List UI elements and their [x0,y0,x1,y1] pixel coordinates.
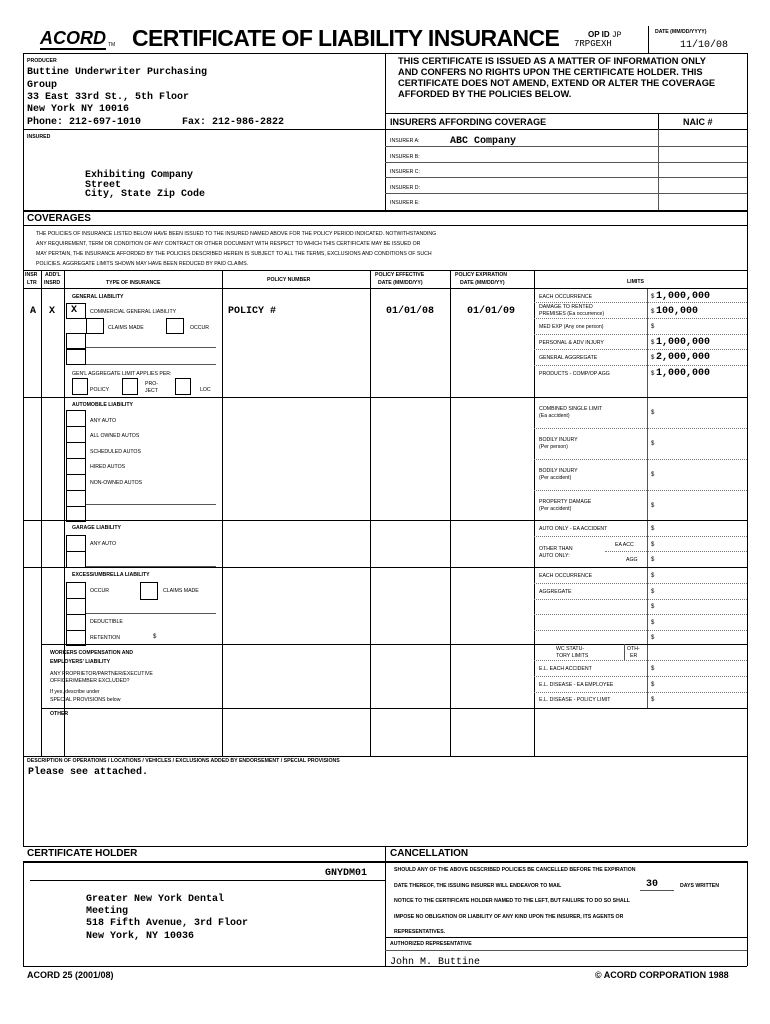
dollar-sign: $ [651,324,655,330]
scheduled-label: SCHEDULED AUTOS [90,449,141,455]
bi-accident-label-2: (Per accident) [539,475,572,481]
col-type: TYPE OF INSURANCE [106,280,161,286]
certificate-notice: THIS CERTIFICATE IS ISSUED AS A MATTER OF INFORMATION ONLY AND CONFERS NO RIGHTS UPON THE CERTIFICATE HOLDER. THIS CERTIFICATE DOES NOT AMEND, EXTEND OR ALTER THE COVERAGE AFFORDED BY THE POLICIES BELOW. [398,56,716,99]
el-policy-label: E.L. DISEASE - POLICY LIMIT [539,697,611,703]
cancellation-line-1: SHOULD ANY OF THE ABOVE DESCRIBED POLICIES BE CANCELLED BEFORE THE EXPIRATION [394,867,636,873]
cancellation-days-label: DAYS WRITTEN [680,883,720,889]
any-auto-label: ANY AUTO [90,418,117,424]
col-exp-1: POLICY EXPIRATION [455,272,507,278]
limit-general-aggregate-label: GENERAL AGGREGATE [539,355,598,361]
date-label: DATE (MM/DD/YYYY) [655,29,707,35]
agg-policy-label: POLICY [90,387,110,393]
workers-q3: If yes, describe under [50,689,100,695]
insurer-a-value: ABC Company [450,136,517,147]
cancellation-line-2: DATE THEREOF, THE ISSUING INSURER WILL ENDEAVOR TO MAIL [394,883,562,889]
cancellation-heading: CANCELLATION [390,848,469,859]
garage-ea-acc-label: EA ACC [615,542,634,548]
form-number: ACORD 25 (2001/08) [27,970,114,980]
producer-line-2: Group [27,80,58,91]
certificate-holder-heading: CERTIFICATE HOLDER [27,848,138,859]
authorized-rep-label: AUTHORIZED REPRESENTATIVE [390,941,472,947]
wc-statutory-label-2: TORY LIMITS [556,653,589,659]
garage-agg-label: AGG [626,557,638,563]
col-limits: LIMITS [627,279,645,285]
dollar-sign: $ [651,682,655,688]
other-label: OTHER [50,711,69,717]
umbrella-heading: EXCESS/UMBRELLA LIABILITY [72,572,150,578]
agg-project-checkbox[interactable] [122,378,138,395]
garage-auto-only-label: AUTO ONLY - EA ACCIDENT [539,526,608,532]
dollar-sign: $ [651,573,655,579]
limit-med-exp-label: MED EXP (Any one person) [539,324,604,330]
op-id-label: OP ID [588,30,610,39]
holder-line-4: New York, NY 10036 [86,931,195,942]
agg-loc-checkbox[interactable] [175,378,191,395]
pd-label-2: (Per accident) [539,506,572,512]
dollar-sign: $ [651,503,655,509]
all-owned-label: ALL OWNED AUTOS [90,433,140,439]
claims-made-label: CLAIMS MADE [108,325,144,331]
holder-line-2: Meeting [86,906,129,917]
limit-rented-label-1: DAMAGE TO RENTED [539,304,593,310]
umbrella-claims-label: CLAIMS MADE [163,588,199,594]
limit-rented-label-2: PREMISES (Ea occurrence) [539,311,605,317]
naic-heading: NAIC # [683,117,713,127]
coverages-text-4: POLICIES. AGGREGATE LIMITS SHOWN MAY HAVE BEEN REDUCED BY PAID CLAIMS. [36,261,249,267]
limit-products-value: 1,000,000 [656,368,711,379]
commercial-gl-label: COMMERCIAL GENERAL LIABILITY [90,309,177,315]
occur-checkbox[interactable] [166,318,184,334]
cancellation-line-4: IMPOSE NO OBLIGATION OR LIABILITY OF ANY KIND UPON THE INSURER, ITS AGENTS OR [394,914,624,920]
workers-q2: OFFICER/MEMBER EXCLUDED? [50,678,130,684]
holder-code: GNYDM01 [325,868,368,879]
garage-liability-heading: GARAGE LIABILITY [72,525,121,531]
producer-label: PRODUCER [27,58,57,64]
limit-personal-adv-label: PERSONAL & ADV INJURY [539,340,604,346]
garage-any-auto-label: ANY AUTO [90,541,117,547]
dollar-sign: $ [651,635,655,641]
el-employee-label: E.L. DISEASE - EA EMPLOYEE [539,682,614,688]
page-title: CERTIFICATE OF LIABILITY INSURANCE [132,25,560,51]
general-insr-ltr: A [30,306,37,317]
coverages-heading: COVERAGES [27,213,91,224]
acord-logo: ACORD [40,28,106,48]
limit-rented-value: 100,000 [656,306,699,317]
holder-line-1: Greater New York Dental [86,894,225,905]
cancellation-line-5: REPRESENTATIVES. [394,929,446,935]
col-insr-2: LTR [27,280,37,286]
garage-other-label-2: AUTO ONLY: [539,553,570,559]
bi-person-label-2: (Per person) [539,444,568,450]
authorized-signature: John M. Buttine [390,957,481,968]
deductible-label: DEDUCTIBLE [90,619,123,625]
dollar-sign: $ [651,557,655,563]
coverages-text-3: MAY PERTAIN, THE INSURANCE AFFORDED BY THE POLICIES DESCRIBED HEREIN IS SUBJECT TO ALL THE TERMS, EXCLUSIONS AND CONDITIONS OF SUCH [36,251,432,257]
gl-blank-checkbox-2[interactable] [66,349,86,365]
producer-phone: Phone: 212-697-1010 [27,117,142,128]
dollar-sign: $ [651,441,655,447]
col-insr-1: INSR [25,272,38,278]
insured-line-3: City, State Zip Code [85,189,206,200]
general-eff-date: 01/01/08 [386,306,435,317]
bi-accident-label-1: BODILY INJURY [539,468,578,474]
insurer-b-label: INSURER B: [390,154,420,160]
producer-fax: Fax: 212-986-2822 [182,117,285,128]
insured-line-1: Exhibiting Company [85,170,194,181]
insured-line-2: Street [85,180,122,191]
garage-blank-checkbox[interactable] [66,551,86,568]
description-label: DESCRIPTION OF OPERATIONS / LOCATIONS / VEHICLES / EXCLUSIONS ADDED BY ENDORSEMENT / SPECIAL PROVISIONS [27,758,340,764]
producer-line-3: 33 East 33rd St., 5th Floor [27,92,190,103]
dollar-sign: $ [651,472,655,478]
agg-project-label-2: JECT [145,388,158,394]
pd-label-1: PROPERTY DAMAGE [539,499,592,505]
op-code: 7RPGEXH [574,39,612,49]
umbrella-aggregate-label: AGGREGATE [539,589,572,595]
agg-project-label-1: PRO- [145,381,158,387]
csl-label-1: COMBINED SINGLE LIMIT [539,406,603,412]
insurer-e-label: INSURER E: [390,200,420,206]
garage-other-label-1: OTHER THAN [539,546,573,552]
dollar-sign: $ [651,666,655,672]
umbrella-claims-checkbox[interactable] [140,582,158,600]
hired-label: HIRED AUTOS [90,464,126,470]
dollar-sign: $ [651,355,655,361]
cancellation-days: 30 [646,879,659,890]
workers-q4: SPECIAL PROVISIONS below [50,697,121,703]
el-each-accident-label: E.L. EACH ACCIDENT [539,666,592,672]
dollar-sign: $ [651,589,655,595]
workers-heading-1: WORKERS COMPENSATION AND [50,650,133,656]
claims-made-checkbox[interactable] [86,318,104,334]
workers-heading-2: EMPLOYERS' LIABILITY [50,659,111,665]
dollar-sign: $ [651,542,655,548]
limit-each-occurrence-value: 1,000,000 [656,291,711,302]
producer-line-1: Buttine Underwriter Purchasing [27,67,208,78]
dollar-sign: $ [651,410,655,416]
general-addl-insrd: X [49,306,56,317]
cancellation-line-3: NOTICE TO THE CERTIFICATE HOLDER NAMED TO THE LEFT, BUT FAILURE TO DO SO SHALL [394,898,630,904]
auto-liability-heading: AUTOMOBILE LIABILITY [72,402,133,408]
coverages-text-2: ANY REQUIREMENT, TERM OR CONDITION OF ANY CONTRACT OR OTHER DOCUMENT WITH RESPECT TO WHICH THIS CERTIFICATE MAY BE ISSUED OR [36,241,421,247]
gl-blank-checkbox-1[interactable] [66,333,86,349]
dollar-sign: $ [651,697,655,703]
description-text: Please see attached. [28,767,149,778]
insurers-heading: INSURERS AFFORDING COVERAGE [390,117,547,127]
gen-agg-applies-label: GEN'L AGGREGATE LIMIT APPLIES PER: [72,371,172,377]
col-policy-number: POLICY NUMBER [267,277,311,283]
dollar-sign: $ [651,604,655,610]
dollar-sign: $ [651,526,655,532]
insurer-d-label: INSURER D: [390,185,420,191]
logo-tm: TM [108,42,116,48]
limit-products-label: PRODUCTS - COMP/OP AGG [539,371,610,377]
commercial-gl-mark: X [71,305,78,316]
general-exp-date: 01/01/09 [467,306,516,317]
dollar-sign: $ [651,371,655,377]
col-addl-2: INSRD [44,280,61,286]
dollar-sign: $ [651,294,655,300]
workers-q1: ANY PROPRIETOR/PARTNER/EXECUTIVE [50,671,153,677]
occur-label: OCCUR [190,325,210,331]
dollar-sign: $ [651,309,655,315]
agg-policy-checkbox[interactable] [72,378,88,395]
col-eff-1: POLICY EFFECTIVE [375,272,425,278]
col-exp-2: DATE (MM/DD/YY) [460,280,505,286]
general-policy-number: POLICY # [228,306,277,317]
agg-loc-label: LOC [200,387,211,393]
col-addl-1: ADD'L [45,272,61,278]
producer-line-4: New York NY 10016 [27,104,130,115]
limit-general-aggregate-value: 2,000,000 [656,352,711,363]
col-eff-2: DATE (MM/DD/YY) [378,280,423,286]
limit-each-occurrence-label: EACH OCCURRENCE [539,294,593,300]
copyright: © ACORD CORPORATION 1988 [595,970,729,980]
certificate-date: 11/10/08 [680,40,729,51]
limit-personal-adv-value: 1,000,000 [656,337,711,348]
general-liability-heading: GENERAL LIABILITY [72,294,124,300]
holder-line-3: 518 Fifth Avenue, 3rd Floor [86,918,249,929]
wc-statutory-label-1: WC STATU- [556,646,585,652]
dollar-sign: $ [651,620,655,626]
retention-label: RETENTION [90,635,120,641]
bi-person-label-1: BODILY INJURY [539,437,578,443]
coverages-text-1: THE POLICIES OF INSURANCE LISTED BELOW HAVE BEEN ISSUED TO THE INSURED NAMED ABOVE FOR THE POLICY PERIOD INDICATED. NOTWITHSTANDING [36,231,437,237]
umbrella-each-occ-label: EACH OCCURRENCE [539,573,593,579]
wc-other-label-1: OTH- [627,646,640,652]
op-id: JP [611,31,622,40]
non-owned-label: NON-OWNED AUTOS [90,480,143,486]
wc-other-label-2: ER [630,653,638,659]
umbrella-occur-label: OCCUR [90,588,110,594]
csl-label-2: (Ea accident) [539,413,570,419]
dollar-sign: $ [651,340,655,346]
insurer-a-label: INSURER A: [390,138,420,144]
dollar-sign: $ [153,634,157,640]
insurer-c-label: INSURER C: [390,169,420,175]
insured-label: INSURED [27,134,51,140]
